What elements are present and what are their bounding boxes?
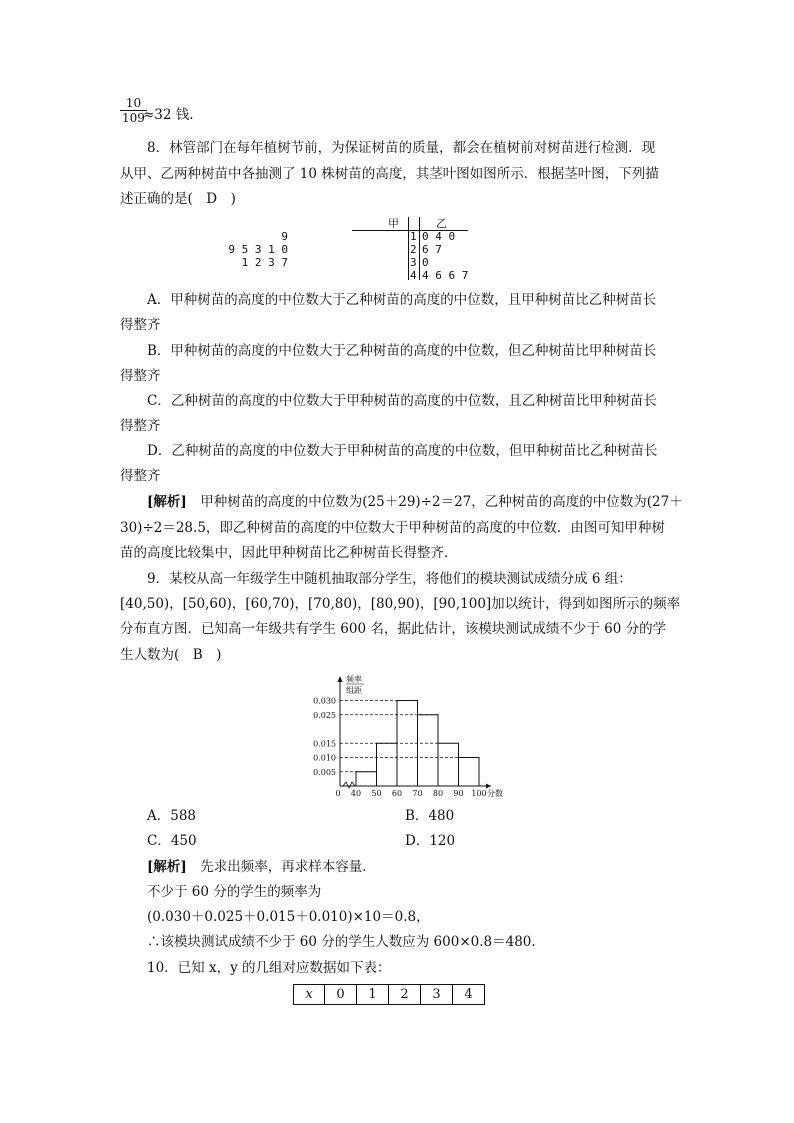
histogram-chart: [300, 672, 530, 800]
q8-option-a-cont: 得整齐: [120, 317, 161, 333]
stem-row-1-left: 9: [281, 230, 288, 243]
stem-row-3-right: 0: [422, 256, 429, 269]
q8-line-3: 述正确的是( D ): [120, 191, 236, 207]
q8-option-d-cont: 得整齐: [120, 468, 161, 484]
q9-line-3: 分布直方图．已知高一年级共有学生 600 名，据此估计，该模块测试成绩不少于 60 分的学: [120, 621, 667, 637]
q9-analysis-line-2: 不少于 60 分的学生的频率为: [147, 884, 322, 900]
q9-analysis-line-4: ∴该模块测试成绩不少于 60 分的学生人数应为 600×0.8＝480.: [147, 934, 536, 950]
q8-analysis-line-3: 苗的高度比较集中，因此甲种树苗比乙种树苗长得整齐．: [120, 545, 458, 561]
stem-divider-right: [419, 217, 420, 280]
q9-line-4: 生人数为( B ): [120, 647, 222, 663]
table-row: [294, 985, 485, 1005]
y-tick-label: 0.010: [313, 753, 336, 763]
analysis-tag: [解析]: [147, 494, 187, 510]
q9-option-a: A．588: [147, 808, 197, 824]
stem-row-2-left: 9 5 3 1 0: [228, 243, 288, 256]
table-header-x: x: [294, 985, 325, 1005]
q9-analysis-line-3: (0.030＋0.025＋0.015＋0.010)×10＝0.8，: [147, 909, 430, 925]
q8-line-2: 从甲、乙两种树苗中各抽测了 10 株树苗的高度，其茎叶图如图所示．根据茎叶图，下列描: [120, 166, 659, 182]
table-cell: 1: [357, 985, 389, 1005]
q8-option-c: C．乙种树苗的高度的中位数大于甲种树苗的高度的中位数，且乙种树苗比甲种树苗长: [147, 393, 657, 409]
x-tick-label: 100: [471, 789, 487, 798]
stem-divider-left: [408, 217, 409, 280]
stem-row-2-right: 6 7: [422, 243, 442, 256]
stem-head-right: 乙: [436, 217, 447, 230]
y-axis-label-bottom: 组距: [346, 686, 362, 695]
x-tick-label: 50: [371, 789, 382, 798]
y-tick-label: 0.025: [313, 710, 336, 720]
histogram-bar: [418, 715, 439, 786]
table-cell: 2: [389, 985, 421, 1005]
q8-option-b-cont: 得整齐: [120, 368, 161, 384]
y-axis-label-top: 频率: [346, 675, 362, 684]
histogram-bar: [377, 743, 398, 786]
q8-option-b: B．甲种树苗的高度的中位数大于乙种树苗的高度的中位数，但乙种树苗比甲种树苗长: [147, 343, 657, 359]
xy-table: [293, 984, 485, 1005]
x-axis-arrow: [486, 784, 491, 789]
histogram-bar: [356, 772, 377, 786]
stem-row-3-left: 1 2 3 7: [241, 256, 288, 269]
histogram-bar: [438, 743, 459, 786]
stem-row-1-stem: 1: [410, 230, 417, 243]
q8-option-a: A．甲种树苗的高度的中位数大于乙种树苗的高度的中位数，且甲种树苗比乙种树苗长: [147, 292, 657, 308]
y-tick-label: 0.005: [313, 767, 336, 777]
fraction-denominator: 109: [122, 111, 145, 125]
q9-option-d: D．120: [405, 833, 456, 849]
q8-option-c-cont: 得整齐: [120, 418, 161, 434]
analysis-text: 先求出频率，再求样本容量．: [186, 859, 376, 875]
analysis-text: 甲种树苗的高度的中位数为(25＋29)÷2＝27，乙种树苗的高度的中位数为(27＋: [186, 494, 683, 510]
axis-break: [343, 782, 355, 788]
fraction-numerator: 10: [120, 96, 147, 111]
x-tick-label: 60: [391, 789, 403, 798]
stem-row-2-stem: 2: [410, 243, 417, 256]
x-tick-label: 70: [412, 789, 423, 798]
q8-analysis-line-1: [147, 492, 683, 512]
table-cell: 4: [453, 985, 485, 1005]
stem-row-1-right: 0 4 0: [422, 230, 456, 243]
x-tick-label: 90: [453, 789, 464, 798]
y-axis-arrow: [338, 676, 343, 682]
q9-analysis-line-1: [147, 857, 376, 877]
table-cell: 3: [421, 985, 453, 1005]
q9-option-b: B．480: [405, 808, 455, 824]
x-tick-label: 40: [350, 789, 362, 798]
x-origin-label: 0: [335, 789, 341, 798]
q8-option-d: D．乙种树苗的高度的中位数大于甲种树苗的高度的中位数，但甲种树苗比乙种树苗长: [147, 443, 658, 459]
y-tick-label: 0.030: [313, 696, 336, 706]
q9-line-2: [40,50)，[50,60)，[60,70)，[70,80)，[80,90)，[90,100]加以统计，得到如图所示的频率: [120, 596, 681, 612]
x-axis-label: 分数: [487, 789, 503, 798]
q9-line-1: 9．某校从高一年级学生中随机抽取部分学生，将他们的模块测试成绩分成 6 组：: [147, 571, 632, 587]
stem-head-left: 甲: [388, 217, 399, 230]
y-tick-label: 0.015: [313, 739, 336, 749]
fraction-suffix: ≈32 钱.: [143, 107, 194, 123]
analysis-tag: [解析]: [147, 859, 187, 875]
x-tick-label: 80: [432, 789, 444, 798]
histogram-bar: [459, 758, 480, 787]
q8-line-1: 8．林管部门在每年植树节前，为保证树苗的质量，都会在植树前对树苗进行检测．现: [147, 140, 656, 156]
q8-analysis-line-2: 30)÷2＝28.5，即乙种树苗的高度的中位数大于甲种树苗的高度的中位数．由图可知甲种树: [120, 520, 665, 536]
stem-row-4-stem: 4: [410, 269, 417, 282]
q9-option-c: C．450: [147, 833, 197, 849]
table-cell: 0: [325, 985, 357, 1005]
stem-row-4-right: 4 6 6 7: [422, 269, 469, 282]
q10-line-1: 10．已知 x，y 的几组对应数据如下表：: [147, 960, 391, 976]
stem-row-3-stem: 3: [410, 256, 417, 269]
